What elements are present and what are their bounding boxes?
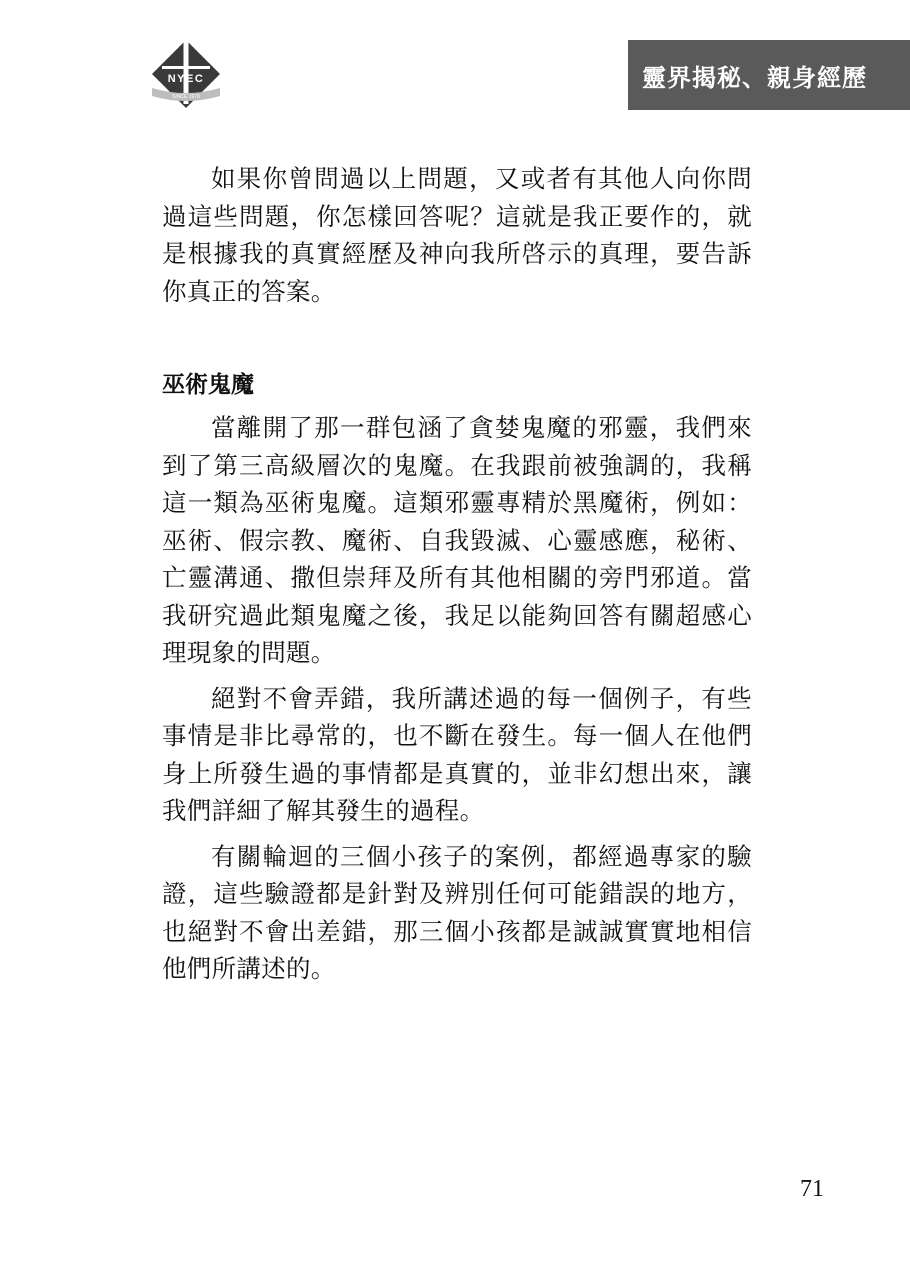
page-content: [162, 160, 752, 988]
page-number: 71: [800, 1176, 824, 1202]
logo-text: NYEC: [167, 73, 205, 85]
nyec-logo: [148, 38, 224, 108]
paragraph-1: 如果你曾問過以上問題，又或者有其他人向你問過這些問題，你怎樣回答呢？這就是我正要作的，就是根據我的真實經歷及神向我所啓示的真理，要告訴你真正的答案。: [162, 164, 752, 306]
chapter-title-banner: [628, 40, 910, 110]
paragraph-3: 絕對不會弄錯，我所講述過的每一個例子，有些事情是非比尋常的，也不斷在發生。每一個人在他們身上所發生過的事情都是真實的，並非幻想出來，讓我們詳細了解其發生的過程。: [162, 683, 752, 825]
paragraph-4: 有關輪迴的三個小孩子的案例，都經過專家的驗證，這些驗證都是針對及辨別任何可能錯誤的地方，也絕對不會出差錯，那三個小孩都是誠誠實實地相信他們所講述的。: [162, 841, 752, 983]
logo-ribbon: SINCE 1970: [172, 94, 200, 100]
paragraph-2: 當離開了那一群包涵了貪婪鬼魔的邪靈，我們來到了第三高級層次的鬼魔。在我跟前被強調的，我稱這一類為巫術鬼魔。這類邪靈專精於黑魔術，例如：巫術、假宗教、魔術、自我毀滅、心靈感應，秘術、亡靈溝通、撒但崇拜及所有其他相關的旁門邪道。當我研究過此類鬼魔之後，我足以能夠回答有關超感心理現象的問題。: [162, 413, 752, 667]
section-heading: 巫術鬼魔: [162, 372, 254, 398]
chapter-title: 靈界揭秘、親身經歷: [642, 63, 867, 92]
